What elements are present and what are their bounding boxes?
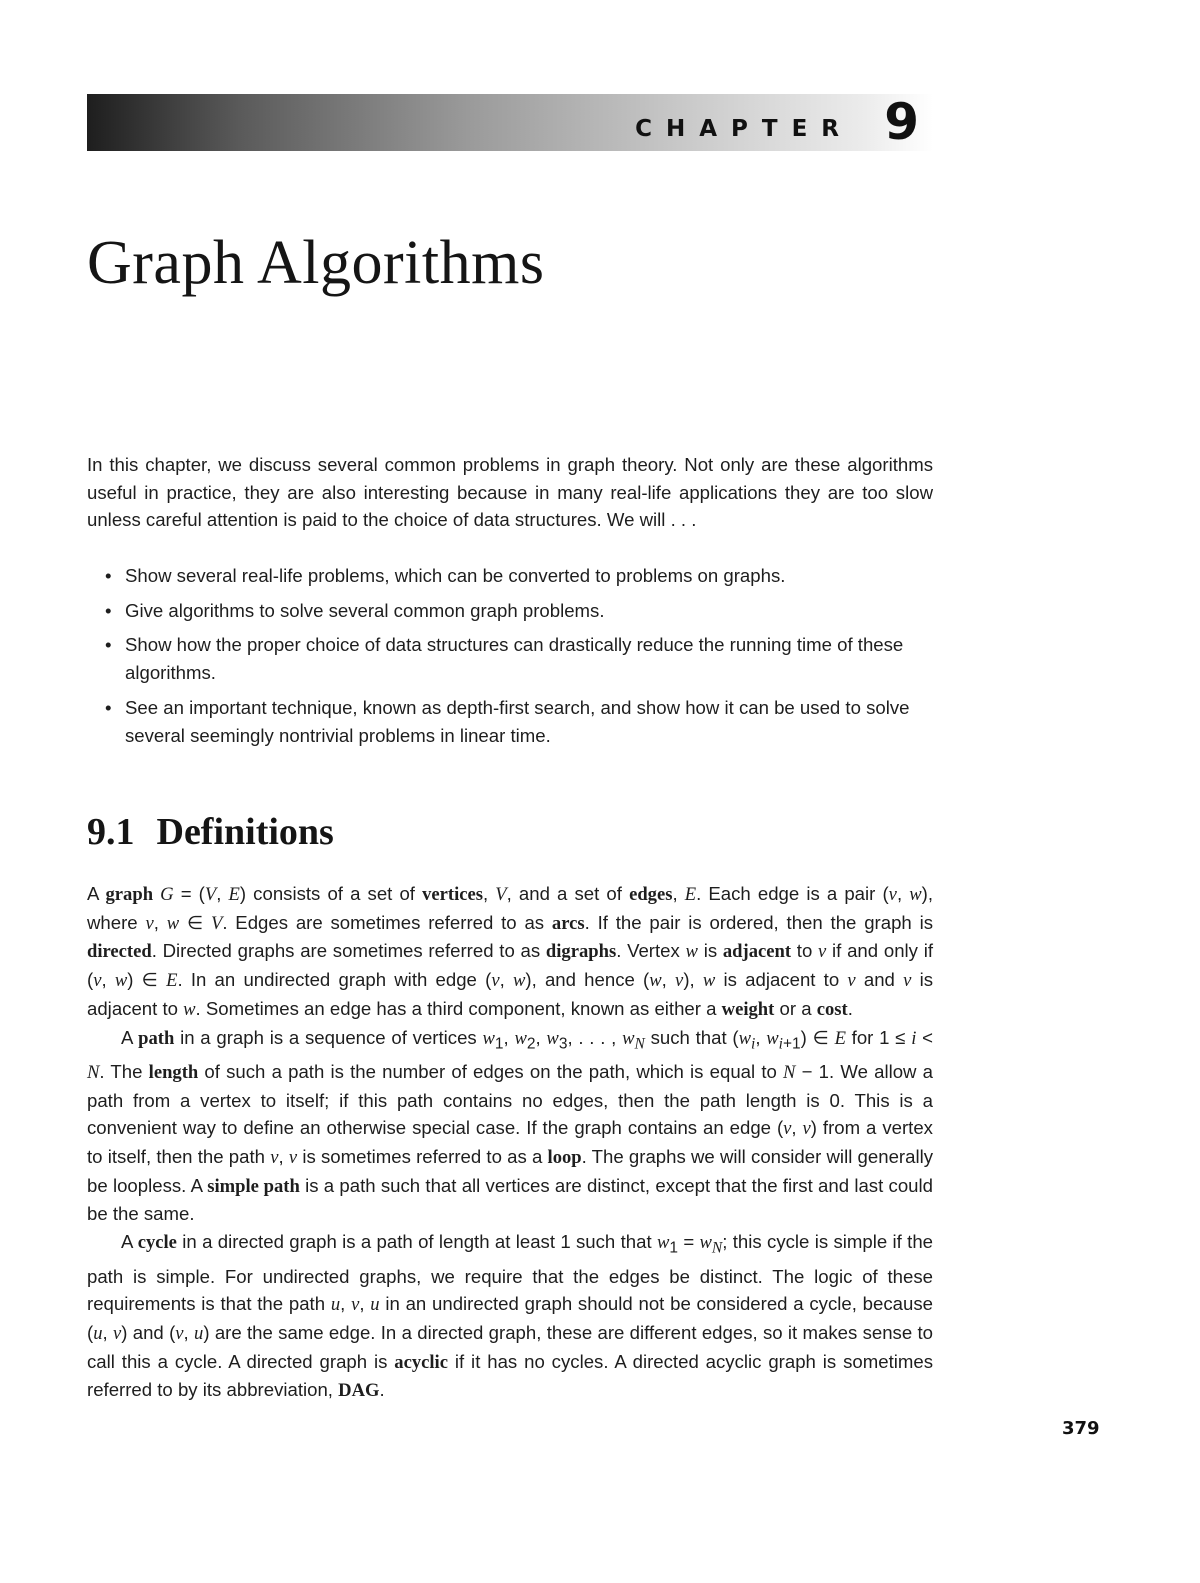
intro-paragraph: In this chapter, we discuss several common problems in graph theory. Not only are these algorithms useful in practice, they are also interesting because in many real-life applications they are too slow unless careful attention is paid to the choice of data structures. We will . . . — [87, 454, 933, 531]
list-item-text: Show how the proper choice of data structures can drastically reduce the running time of these algorithms. — [125, 634, 904, 684]
section-number: 9.1 — [87, 811, 135, 853]
page-number: 379 — [1062, 1418, 1100, 1439]
definition-paragraph-cycle: A cycle in a directed graph is a path of length at least 1 such that $w_1 = w_N$; this cycle is simple if the path is simple. For undirected graphs, we require that the edges be distinct. The logic of these requirements is that the path u, v, u in an undirected graph should not be considered a cycle, because (u, v) and (v, u) are the same edge. In a directed graph, these are different edges, so it makes sense to call this a cycle. A directed graph is acyclic if it has no cycles. A directed acyclic graph is sometimes referred to by its abbreviation, DAG. — [87, 1231, 934, 1402]
bullet-icon: • — [105, 599, 112, 621]
objectives-list — [87, 562, 933, 756]
section-heading — [87, 810, 334, 854]
page-title: Graph Algorithms — [87, 229, 545, 297]
chapter-banner — [87, 94, 933, 151]
list-item — [87, 597, 933, 625]
list-item — [87, 631, 933, 686]
list-item — [87, 562, 933, 590]
list-item — [87, 694, 933, 749]
list-item-text: Give algorithms to solve several common graph problems. — [125, 599, 605, 621]
definitions-body — [87, 880, 933, 1405]
chapter-label: CHAPTER — [635, 116, 853, 142]
definition-paragraph-graph: A graph G = (V, E) consists of a set of vertices, V, and a set of edges, E. Each edge is a pair (v, w), where v, w ∈ V. Edges are sometimes referred to as arcs. If the pair is ordered, then the graph is directed. Directed graphs are sometimes referred to as digraphs. Vertex w is adjacent to v if and only if (v, w) ∈ E. In an undirected graph with edge (v, w), and hence (w, v), w is adjacent to v and v is adjacent to w. Sometimes an edge has a third component, known as either a weight or a cost. — [87, 883, 934, 1020]
bullet-icon: • — [105, 565, 112, 586]
list-item-text: See an important technique, known as depth-first search, and show how it can be used to solve several seemingly nontrivial problems in linear time. — [125, 696, 910, 746]
bullet-icon: • — [105, 634, 112, 656]
bullet-icon: • — [105, 696, 112, 718]
definition-paragraph-path: A path in a graph is a sequence of vertices $w_1$, $w_2$, $w_3$, . . . , $w_N$ such that ($w_i$, $w_{i+1}$) ∈ E for 1 ≤ i < N. The length of such a path is the number of edges on the path, which is equal to N − 1. We allow a path from a vertex to itself; if this path contains no edges, then the path length is 0. This is a convenient way to define an otherwise special case. If the graph contains an edge (v, v) from a vertex to itself, then the path v, v is sometimes referred to as a loop. The graphs we will consider will generally be loopless. A simple path is a path such that all vertices are distinct, except that the first and last could be the same. — [87, 1026, 934, 1225]
section-title: Definitions — [156, 811, 334, 853]
list-item-text: Show several real-life problems, which can be converted to problems on graphs. — [125, 565, 786, 586]
chapter-number: 9 — [884, 93, 919, 151]
